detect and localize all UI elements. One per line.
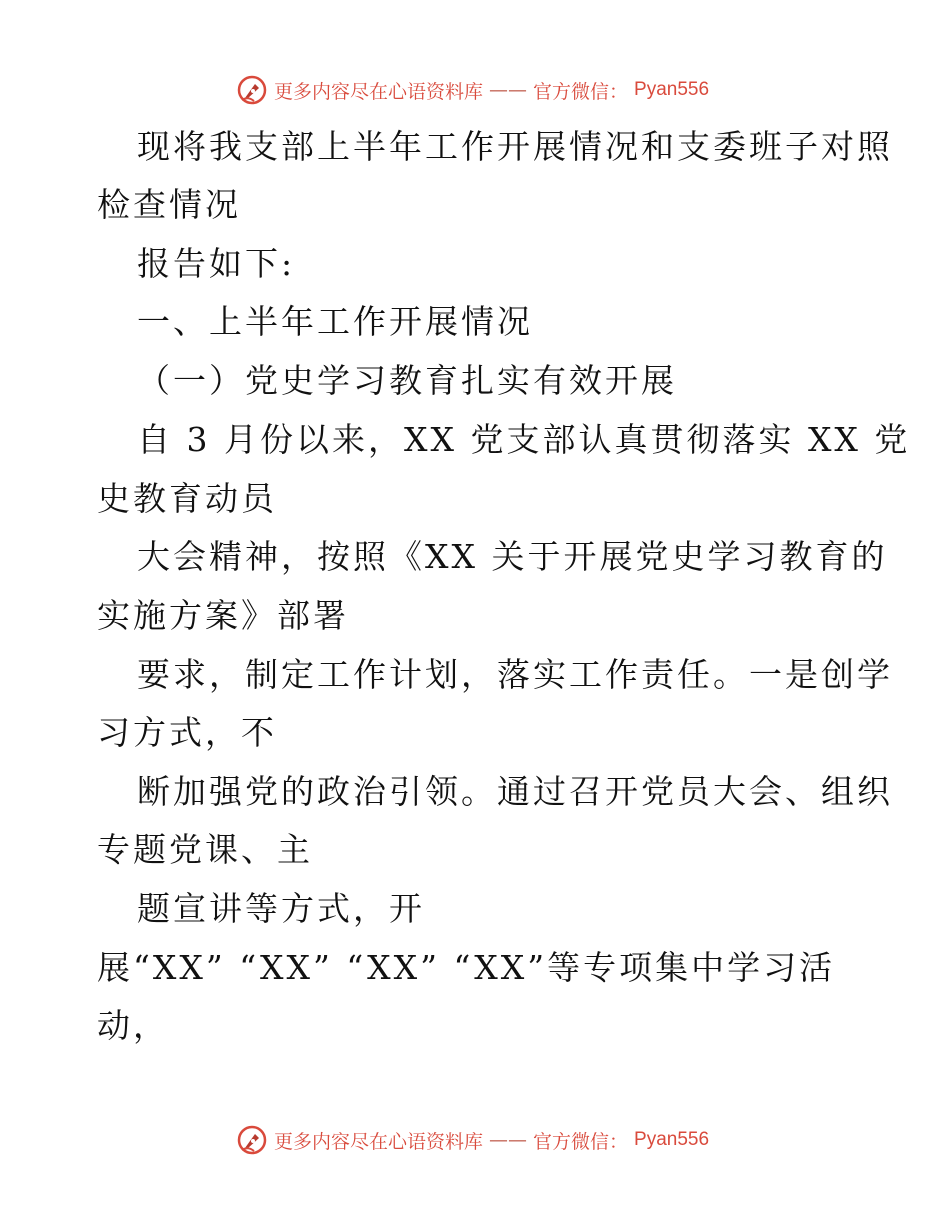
- text-line: 报告如下:: [137, 244, 296, 283]
- pen-nib-logo-icon: [236, 1124, 268, 1156]
- text-line: 大会精神，按照《XX 关于开展党史学习教育的: [137, 537, 888, 576]
- section-heading: 一、上半年工作开展情况: [137, 302, 533, 341]
- text-line: 现将我支部上半年工作开展情况和支委班子对照: [137, 127, 893, 166]
- footer-banner: [236, 1123, 709, 1157]
- text-line: 史教育动员: [97, 479, 277, 518]
- text-line: 检查情况: [97, 185, 241, 224]
- text-line: 自 3 月份以来，XX 党支部认真贯彻落实 XX 党: [137, 420, 911, 459]
- banner-slogan: 更多内容尽在心语资料库: [274, 1130, 484, 1153]
- text-line: 专题党课、主: [97, 830, 313, 869]
- text-line: 断加强党的政治引领。通过召开党员大会、组织: [137, 772, 893, 811]
- banner-wechat-label: 官方微信：: [533, 80, 629, 103]
- banner-wechat-id: Pyan556: [634, 79, 710, 100]
- banner-separator: ——: [489, 79, 528, 101]
- banner-separator: ——: [489, 1129, 528, 1151]
- subsection-heading: （一）党史学习教育扎实有效开展: [137, 361, 677, 400]
- banner-slogan: 更多内容尽在心语资料库: [274, 80, 484, 103]
- text-line: 展“XX” “XX” “XX” “XX”等专项集中学习活: [97, 948, 836, 987]
- text-line: 动，: [97, 1006, 169, 1045]
- banner-wechat-id: Pyan556: [634, 1129, 710, 1150]
- text-line: 实施方案》部署: [97, 596, 349, 635]
- banner-wechat-label: 官方微信：: [533, 1130, 629, 1153]
- text-line: 习方式，不: [97, 713, 277, 752]
- text-line: 题宣讲等方式，开: [137, 889, 425, 928]
- text-line: 要求，制定工作计划，落实工作责任。一是创学: [137, 655, 893, 694]
